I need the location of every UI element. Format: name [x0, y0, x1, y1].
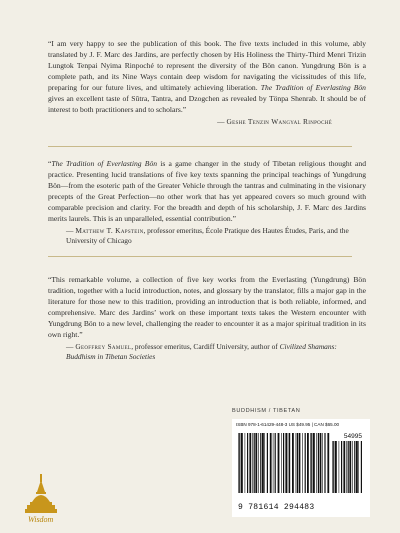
barcode-bar: [239, 433, 240, 493]
barcode-bar: [310, 433, 311, 493]
barcode-bar: [356, 441, 358, 493]
barcode-bar: [283, 433, 284, 493]
barcode-bar: [281, 433, 282, 493]
barcode-bar: [318, 433, 319, 493]
barcode-main: [238, 433, 330, 497]
barcode-bar: [354, 441, 355, 493]
barcode-bar: [316, 433, 317, 493]
barcode-bar: [322, 433, 323, 493]
blurb-3-quote: “This remarkable volume, a collection of five key works from the Everlasting (Yungdrung) Bön tradition, together with a lucid introduction, notes, and glossary by the translator, fills a major gap in the literature for those new to this tradition, providing an introduction that is both reliable, informed, and comprehensive. Marc des Jardins’ work on these important texts takes the Western encounter with Yungdrung Bön to a new level, challenging the reader to encounter it as a major spiritual tradition in its own right.”: [48, 275, 366, 339]
barcode-bar: [238, 433, 239, 493]
blurb-2: [48, 158, 366, 246]
barcode-bar: [288, 433, 289, 493]
barcode-bar: [278, 433, 280, 493]
barcode-bar: [361, 441, 362, 493]
barcode-bar: [311, 433, 312, 493]
barcode-bar: [320, 433, 322, 493]
barcode-bar: [333, 441, 334, 493]
blurb-3-affiliation: , professor emeritus, Cardiff University, author of: [131, 342, 280, 351]
blurb-3: [48, 274, 366, 362]
barcode-bar: [260, 433, 261, 493]
barcode-bar: [358, 441, 359, 493]
blurb-1-quote: “I am very happy to see the publication of this book. The five texts included in this volume, ably translated by J. F. Marc des Jardins, are perfectly chosen by His Holiness the Thirty-Third Menri Trizin Lungtok Tenpai Nyima Rinpoché to represent the diversity of the Bön canon. Yungdrung Bön is a complete path, and its Nine Ways contain deep wisdom for navigating the vicissitudes of this life, preparing for our future lives, and ultimately achieving liberation. The Tradition of Everlasting Bön gives an excellent taste of Sūtra, Tantra, and Dzogchen as revealed by Tönpa Shenrab. It should be of interest to both practitioners and to scholars.”: [48, 39, 366, 114]
barcode-bar: [285, 433, 287, 493]
barcode-bar: [324, 433, 325, 493]
blurb-2-affiliation: , professor emeritus, École Pratique des Hautes Études, Paris, and the University of Chicago: [66, 226, 349, 245]
barcode-bar: [249, 433, 251, 493]
blurb-1-author: Geshe Tenzin Wangyal Rinpoché: [226, 117, 332, 126]
barcode-bar: [289, 433, 290, 493]
barcode-bar: [299, 433, 301, 493]
barcode-bar: [348, 441, 349, 493]
barcode-bar: [341, 441, 342, 493]
barcode-box: [232, 419, 370, 517]
barcode-bar: [255, 433, 257, 493]
barcode-bar: [262, 433, 264, 493]
blurb-1-attribution: — Geshe Tenzin Wangyal Rinpoché: [217, 117, 332, 126]
barcode-bar: [332, 441, 333, 493]
blurb-1: [48, 38, 366, 127]
barcode-bar: [307, 433, 309, 493]
barcode-bar: [349, 441, 351, 493]
barcode-number: 9 781614 294483: [238, 503, 315, 512]
barcode-bar: [313, 433, 315, 493]
barcode-bar: [275, 433, 276, 493]
barcode-bar: [335, 441, 337, 493]
barcode-bar: [247, 433, 248, 493]
barcode-bar: [252, 433, 253, 493]
barcode-bar: [258, 433, 259, 493]
barcode-bar: [302, 433, 303, 493]
barcode-bar: [267, 433, 268, 493]
blurb-2-quote: “The Tradition of Everlasting Bön is a game changer in the study of Tibetan religious thought and practice. Presenting lucid translations of five key texts spanning the principal teachings of Yungdrung Bön—from the esoteric path of the Greater Vehicle through the tantras and culminating in the visionary precepts of the Great Perfection—no other work that has yet appeared covers so much ground with comparable precision and clarity. For the breadth and depth of his scholarship, J. F. Marc des Jardins merits laurels. This is an unparalleled, essential contribution.”: [48, 159, 366, 223]
barcode-bar: [327, 433, 329, 493]
barcode-price-addon: [332, 441, 364, 497]
barcode-bar: [254, 433, 255, 493]
barcode-bar: [264, 433, 265, 493]
blurb-3-attribution: — Geoffrey Samuel, professor emeritus, Cardiff University, author of Civilized Shamans: Buddhism in Tibetan Societies: [66, 342, 337, 361]
barcode-bar: [241, 433, 243, 493]
barcode-bar: [273, 433, 274, 493]
barcode-bar: [346, 441, 347, 493]
barcode-bar: [270, 433, 272, 493]
publisher-logo-stupa-icon: [24, 472, 58, 516]
isbn-price-line: ISBN 978-1-61429-448-3 US $49.95 | CAN $65.00: [236, 422, 340, 427]
blurb-2-attribution: — Matthew T. Kapstein, professor emeritus, École Pratique des Hautes Études, Paris, and the University of Chicago: [66, 226, 349, 245]
divider-1: [48, 146, 352, 147]
barcode-bar: [352, 441, 353, 493]
barcode-bar: [339, 441, 340, 493]
category-label: BUDDHISM / TIBETAN: [232, 408, 301, 414]
blurb-3-author: Geoffrey Samuel: [75, 342, 132, 351]
barcode-bar: [296, 433, 297, 493]
barcode-bar: [343, 441, 345, 493]
blurb-3-book: Civilized Shamans: Buddhism in Tibetan Societies: [66, 342, 337, 361]
divider-2: [48, 256, 352, 257]
publisher-name: Wisdom: [28, 515, 54, 524]
barcode-bar: [292, 433, 294, 493]
blurb-2-author: Matthew T. Kapstein: [75, 226, 144, 235]
barcode-bar: [297, 433, 298, 493]
price-code: 54995: [343, 433, 362, 440]
barcode-bar: [305, 433, 306, 493]
barcode-bar: [245, 433, 246, 493]
